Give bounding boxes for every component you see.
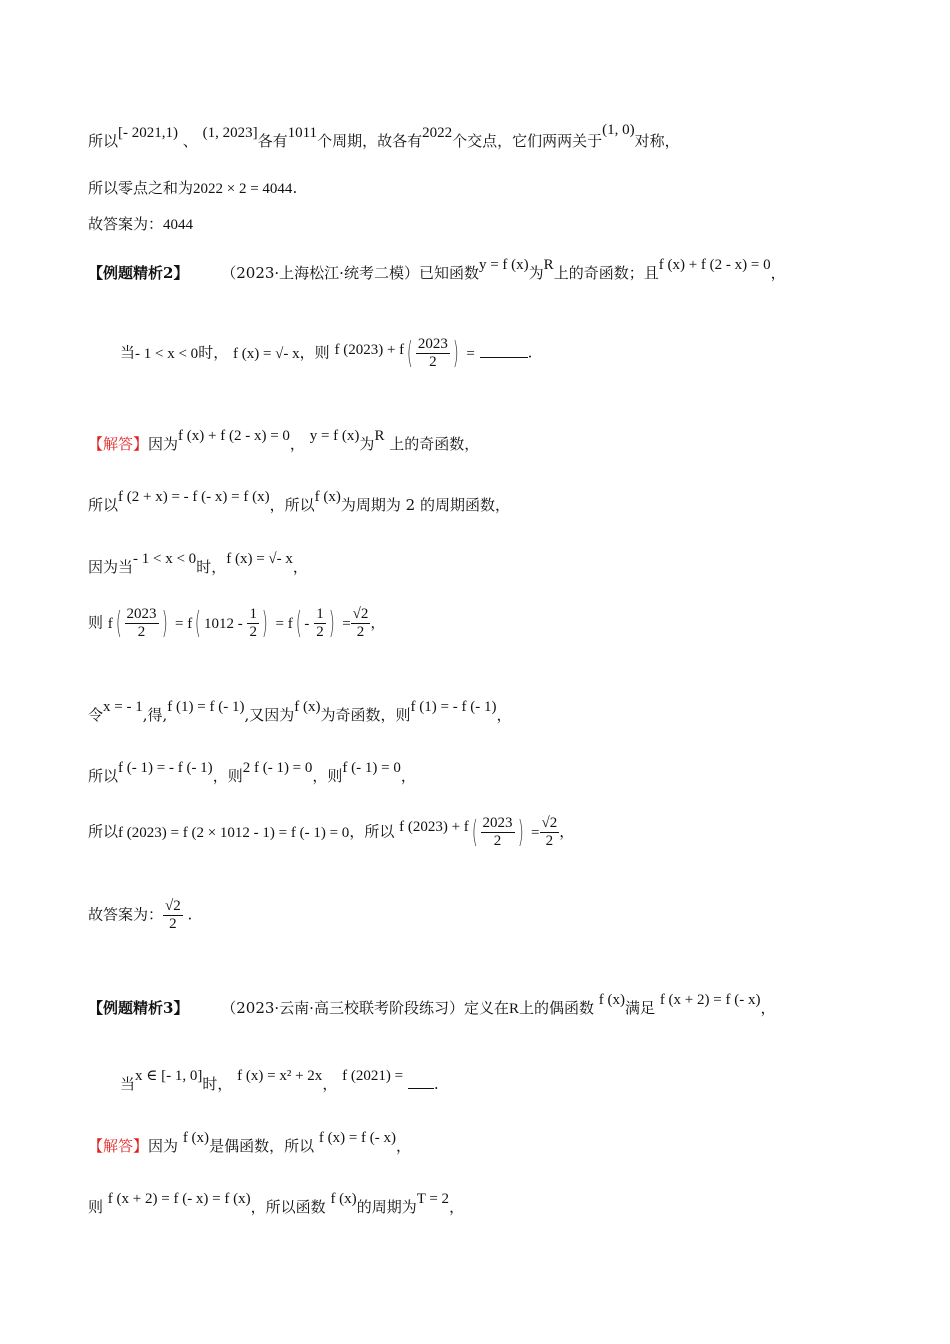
math-interval: [- 2021,1) bbox=[118, 125, 179, 141]
text: ,得, bbox=[142, 706, 168, 724]
text: 故答案为： bbox=[88, 905, 164, 924]
text: 上的偶函数 bbox=[518, 999, 594, 1017]
text: 令 bbox=[88, 706, 104, 724]
text: ， bbox=[449, 1198, 465, 1216]
numerator: 1 bbox=[316, 606, 324, 622]
text: 故答案为： bbox=[88, 215, 164, 233]
math-expression: = f bbox=[175, 615, 193, 632]
text: ，所以 bbox=[269, 496, 315, 514]
math-expression: f (2023) = f (2 × 1012 - 1) = f (- 1) = 0 bbox=[118, 824, 350, 841]
math-expression: f (x) + f (2 - x) = 0 bbox=[658, 257, 771, 273]
fraction bbox=[540, 815, 560, 850]
fraction bbox=[351, 606, 371, 641]
text: ， bbox=[370, 613, 386, 632]
math-interval: (1, 2023] bbox=[202, 125, 258, 141]
numerator: √2 bbox=[541, 815, 558, 831]
text: ，所以 bbox=[349, 822, 395, 841]
denominator: 2 bbox=[429, 354, 437, 370]
text-line bbox=[88, 122, 950, 151]
text: 个周期，故各有 bbox=[317, 132, 423, 150]
text: 上的奇函数， bbox=[389, 435, 480, 453]
text: ， bbox=[760, 999, 776, 1017]
text: 所以 bbox=[88, 496, 119, 514]
text: 所以 bbox=[88, 132, 119, 150]
denominator: 2 bbox=[493, 833, 502, 849]
text: 因为 bbox=[148, 435, 179, 453]
math-expression: f (x) bbox=[182, 1130, 210, 1146]
solution-line bbox=[88, 760, 950, 786]
text-line bbox=[88, 177, 950, 198]
text: 因为 bbox=[148, 1137, 179, 1155]
math-operator: = bbox=[531, 824, 540, 841]
numerator: 1 bbox=[249, 606, 257, 622]
math-expression: T = 2 bbox=[416, 1191, 450, 1207]
text: . bbox=[292, 179, 298, 197]
solution-line: 所以f (2023) = f (2 × 1012 - 1) = f (- 1) = 0，所以 f (2023) + f( $\frac{2023}{2}$ ) = $\frac{√2}{2}$ ， bbox=[88, 815, 575, 850]
solution-line bbox=[88, 428, 950, 454]
math-inequality: - 1 < x < 0 bbox=[133, 551, 197, 567]
math-expression: f (x) = f (- x) bbox=[318, 1130, 397, 1146]
fraction bbox=[125, 606, 159, 641]
text: ，所以函数 bbox=[250, 1198, 326, 1216]
math-number: 4044 bbox=[163, 217, 194, 233]
math-expression: f (x) bbox=[294, 699, 321, 715]
math-function: f bbox=[107, 615, 113, 632]
example-tag: 【例题精析3】 bbox=[88, 999, 189, 1017]
math-expression: f (2023) + f bbox=[334, 341, 405, 358]
fraction bbox=[247, 606, 259, 641]
example-line: 当- 1 < x < 0时， f (x) = √- x，则 f (2023) + f( $\frac{2023}{2}$ ) = . bbox=[120, 336, 533, 371]
solution-tag: 【解答】 bbox=[88, 1137, 149, 1155]
text: ，则 bbox=[299, 343, 330, 362]
text: 当 bbox=[120, 343, 136, 362]
math-expression: f (x) bbox=[314, 489, 341, 505]
text: 为 bbox=[528, 264, 544, 282]
math-number: 2022 bbox=[422, 125, 453, 141]
text: ， bbox=[322, 1075, 338, 1093]
solution-line bbox=[88, 699, 950, 725]
text: ， bbox=[292, 558, 308, 576]
math-expression: f (x) + f (2 - x) = 0 bbox=[178, 428, 290, 444]
text: ， bbox=[396, 1137, 412, 1155]
solution-line bbox=[88, 1191, 950, 1217]
fraction bbox=[481, 815, 515, 850]
math-expression: x = - 1 bbox=[103, 699, 143, 715]
text: 则 bbox=[88, 1198, 104, 1216]
math-expression: f (x + 2) = f (- x) bbox=[659, 992, 761, 1008]
text: 所以 bbox=[88, 767, 119, 785]
math-expression: f (- 1) = 0 bbox=[342, 760, 401, 776]
text: ，则 bbox=[312, 767, 343, 785]
text: 因为当 bbox=[88, 558, 134, 576]
text: 所以零点之和为 bbox=[88, 179, 194, 197]
math-expression: 2 f (- 1) = 0 bbox=[242, 760, 313, 776]
example-tag: 【例题精析2】 bbox=[88, 264, 189, 282]
example-line bbox=[120, 1068, 950, 1094]
text: 当 bbox=[120, 1075, 136, 1093]
math-expression: 1012 - bbox=[203, 615, 243, 632]
example-source: （2023·上海松江·统考二模）已知函数 bbox=[221, 264, 479, 282]
solution-line bbox=[88, 551, 950, 577]
math-operator: = bbox=[466, 345, 475, 362]
numerator: 2023 bbox=[482, 815, 513, 831]
text: ， bbox=[289, 435, 305, 453]
math-expression: f (x) bbox=[598, 992, 626, 1008]
math-expression: f (x) = √- x bbox=[232, 345, 300, 362]
text: ， bbox=[496, 706, 512, 724]
math-expression: f (x) = √- x bbox=[226, 551, 293, 567]
text: 对称， bbox=[634, 132, 680, 150]
text: 个交点，它们两两关于 bbox=[452, 132, 603, 150]
math-expression: = f bbox=[275, 615, 293, 632]
denominator: 2 bbox=[316, 624, 324, 640]
text: 为周期为 2 的周期函数， bbox=[340, 496, 510, 514]
math-expression: f (x + 2) = f (- x) = f (x) bbox=[107, 1191, 251, 1207]
text: 的周期为 bbox=[356, 1198, 417, 1216]
math-expression: f (1) = - f (- 1) bbox=[410, 699, 497, 715]
answer-blank bbox=[480, 357, 528, 358]
math-expression: f (2023) + f bbox=[399, 818, 469, 835]
text: 满足 bbox=[625, 999, 656, 1017]
numerator: 2023 bbox=[126, 606, 157, 622]
math-expression: f (1) = f (- 1) bbox=[167, 699, 245, 715]
answer-blank bbox=[408, 1088, 434, 1089]
example-source: （2023·云南·高三校联考阶段练习）定义在 bbox=[221, 999, 509, 1017]
denominator: 2 bbox=[545, 833, 554, 849]
numerator: √2 bbox=[352, 606, 369, 622]
text: 、 bbox=[182, 132, 198, 150]
text: 上的奇函数；且 bbox=[553, 264, 659, 282]
denominator: 2 bbox=[169, 916, 177, 932]
text: 时， bbox=[196, 558, 227, 576]
fraction bbox=[314, 606, 326, 641]
fraction bbox=[163, 898, 183, 933]
denominator: 2 bbox=[249, 624, 257, 640]
math-symbol: R bbox=[374, 428, 385, 444]
solution-line bbox=[88, 489, 950, 515]
text: 时， bbox=[202, 1075, 233, 1093]
text: 为奇函数，则 bbox=[320, 706, 411, 724]
math-point: (1, 0) bbox=[602, 122, 635, 138]
math-inequality: - 1 < x < 0 bbox=[135, 345, 199, 362]
math-symbol: R bbox=[508, 1001, 519, 1017]
denominator: 2 bbox=[137, 624, 146, 640]
text-line bbox=[88, 213, 950, 234]
math-expression: f (x) bbox=[330, 1191, 357, 1207]
math-expression: f (2021) = bbox=[342, 1068, 404, 1084]
math-operator: = bbox=[342, 615, 351, 632]
solution-line bbox=[88, 1130, 950, 1156]
text: 所以 bbox=[88, 822, 119, 841]
text: 是偶函数，所以 bbox=[209, 1137, 315, 1155]
math-symbol: R bbox=[543, 257, 554, 273]
text: ， bbox=[770, 264, 786, 282]
text: 为 bbox=[359, 435, 375, 453]
math-expression: f (2 + x) = - f (- x) = f (x) bbox=[118, 489, 270, 505]
text: 时， bbox=[198, 343, 229, 362]
denominator: 2 bbox=[356, 624, 365, 640]
example-header bbox=[88, 992, 950, 1018]
math-expression: y = f (x) bbox=[309, 428, 360, 444]
numerator: √2 bbox=[165, 898, 181, 914]
solution-tag: 【解答】 bbox=[88, 435, 149, 453]
text: . bbox=[187, 905, 193, 924]
text: ， bbox=[559, 822, 575, 841]
math-expression: x ∈ [- 1, 0] bbox=[135, 1068, 203, 1084]
solution-line bbox=[88, 898, 950, 933]
text: . bbox=[433, 1075, 439, 1093]
numerator: 2023 bbox=[417, 336, 448, 352]
math-expression: f (- 1) = - f (- 1) bbox=[118, 760, 213, 776]
math-expression: y = f (x) bbox=[478, 257, 529, 273]
math-expression: f (x) = x² + 2x bbox=[237, 1068, 323, 1084]
text: ，则 bbox=[212, 767, 243, 785]
fraction bbox=[416, 336, 450, 371]
text: 则 bbox=[88, 613, 104, 632]
text: . bbox=[527, 343, 533, 362]
math-number: 1011 bbox=[287, 125, 318, 141]
math-operator: - bbox=[304, 615, 310, 632]
solution-line: 则 f( $\frac{2023}{2}$ ) = f( 1012 - $\frac{1}{2}$ ) = f( - $\frac{1}{2}$ ) = $\frac{√2}{2}$ ， bbox=[88, 606, 386, 641]
text: 各有 bbox=[257, 132, 288, 150]
example-header bbox=[88, 257, 950, 283]
text: ,又因为 bbox=[244, 706, 295, 724]
math-expression: 2022 × 2 = 4044 bbox=[193, 181, 293, 197]
text: ， bbox=[400, 767, 416, 785]
